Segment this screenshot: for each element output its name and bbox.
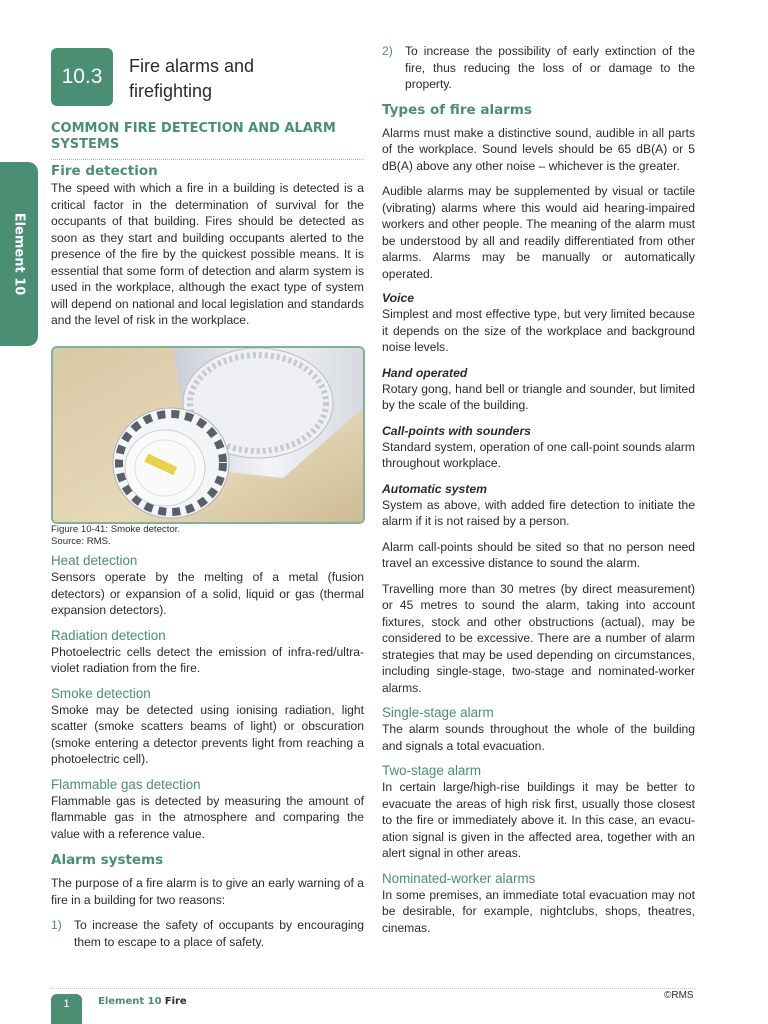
call-point-siting-paragraph: Alarm call-points should be sited so that no person need travel an excessive distance to sound the alarm. xyxy=(382,539,695,570)
section-number-badge: 10.3 xyxy=(51,48,113,106)
nominated-worker-body: In some premises, an immediate total evacuation may not be desirable, for example, nightclubs, shops, theatres, cinemas. xyxy=(382,887,695,935)
automatic-system-heading: Automatic system xyxy=(382,481,487,496)
list-text: To increase the possibility of early extinction of the fire, thus reducing the loss of or damage to the property. xyxy=(405,44,695,91)
two-stage-body: In certain large/high-rise buildings it may be better to evacuate the areas of high risk first, usually those closest to the fire or immediately above it. In this case, an evacu-ation signal is given in the affected area, together with an alert signal in other areas. xyxy=(382,780,695,860)
voice-heading: Voice xyxy=(382,291,415,305)
hand-operated-heading: Hand operated xyxy=(382,365,468,380)
left-column-top xyxy=(51,163,364,329)
copyright: ©RMS xyxy=(664,990,694,1001)
radiation-detection-body: Photoelectric cells detect the emission of infra-red/ultra-violet radiation from the fire. xyxy=(51,644,364,675)
left-column-bottom xyxy=(51,553,364,950)
single-stage-heading: Single-stage alarm xyxy=(382,705,494,720)
call-points-heading: Call-points with sounders xyxy=(382,423,531,438)
footer-element: Element 10 Fire xyxy=(98,996,187,1007)
side-tab-label: Element 10 xyxy=(11,212,27,296)
types-heading: Types of fire alarms xyxy=(382,101,532,118)
heat-detection-heading: Heat detection xyxy=(51,553,138,568)
smoke-detection-heading: Smoke detection xyxy=(51,685,151,701)
call-points-body: Standard system, operation of one call-point sounds alarm throughout workplace. xyxy=(382,439,695,470)
nominated-worker-heading: Nominated-worker alarms xyxy=(382,870,536,886)
caps-heading: COMMON FIRE DETECTION AND ALARM SYSTEMS xyxy=(51,121,364,160)
fire-detection-heading: Fire detection xyxy=(51,163,158,179)
flammable-gas-heading: Flammable gas detection xyxy=(51,776,201,792)
page-number: 1 xyxy=(51,994,82,1024)
footer-divider xyxy=(51,988,695,989)
alarm-systems-body: The purpose of a fire alarm is to give an early warning of a fire in a building for two reasons: xyxy=(51,876,364,907)
element-side-tab xyxy=(0,162,38,346)
voice-body: Simplest and most effective type, but very limited because it depends on the size of the workplace and background noise levels. xyxy=(382,307,695,354)
right-column xyxy=(382,43,695,936)
automatic-system-body: System as above, with added fire detection to initiate the alarm if it is not raised by a person. xyxy=(382,497,695,528)
travel-distance-paragraph: Travelling more than 30 metres (by direct measurement) or 45 metres to sound the alarm, taking into account fixtures, stock and other obstructions (actual), may be considered to be excessive. There are a number of alarm strategies that may be used depending on circumstances, including single-stage, two-stage and nominated-worker alarms. xyxy=(382,581,695,695)
fire-detection-body: The speed with which a fire in a building is detected is a critical factor in the determination of survival for the occupants of that building. Fires should be detected as soon as they start and building occupants alerted to the presence of the fire by the quickest possible means. It is essential that some form of detection and alarm system is used in the workplace, although the exact type of system will depend on national and local legislation and standards and the level of risk in the workplace. xyxy=(51,181,364,327)
alarm-systems-heading: Alarm systems xyxy=(51,852,164,868)
radiation-detection-heading: Radiation detection xyxy=(51,627,166,643)
flammable-gas-body: Flammable gas is detected by measuring the amount of flammable gas in the atmosphere and comparing the value with a reference value. xyxy=(51,793,364,841)
figure-caption: Figure 10-41: Smoke detector. Source: RMS. xyxy=(51,524,181,547)
section-title: Fire alarms and firefighting xyxy=(129,56,255,101)
types-paragraph-2: Audible alarms may be supplemented by visual or tactile (vibrating) alarms where this would aid hearing-impaired workers and other people. The meaning of the alarm must be understood by all and readily differentiated from other alarms. Alarms may be manually or automatically operated. xyxy=(382,184,695,281)
list-number: 2) xyxy=(382,44,393,58)
types-paragraph-1: Alarms must make a distinctive sound, audible in all parts of the workplace. Sound levels should be 65 dB(A) or 5 dB(A) above any other noise – whichever is the greater. xyxy=(382,125,695,173)
two-stage-heading: Two-stage alarm xyxy=(382,763,481,778)
smoke-detection-body: Smoke may be detected using ionising radiation, light scatter (smoke scatters beams of light) or obscuration (smoke entering a detector prevents light from reaching a photoelectric cell). xyxy=(51,702,364,766)
hand-operated-body: Rotary gong, hand bell or triangle and sounder, but limited by the scale of the building. xyxy=(382,381,695,412)
list-item xyxy=(382,43,695,93)
list-number: 1) xyxy=(51,918,62,932)
smoke-detector-photo xyxy=(51,346,365,524)
list-text: To increase the safety of occupants by encouraging them to escape to a place of safety. xyxy=(74,918,364,949)
list-item xyxy=(51,917,364,950)
single-stage-body: The alarm sounds throughout the whole of the building and signals a total evacuation. xyxy=(382,722,695,753)
heat-detection-body: Sensors operate by the melting of a metal (fusion detectors) or expansion of a solid, liquid or gas (thermal expansion detectors). xyxy=(51,570,364,617)
